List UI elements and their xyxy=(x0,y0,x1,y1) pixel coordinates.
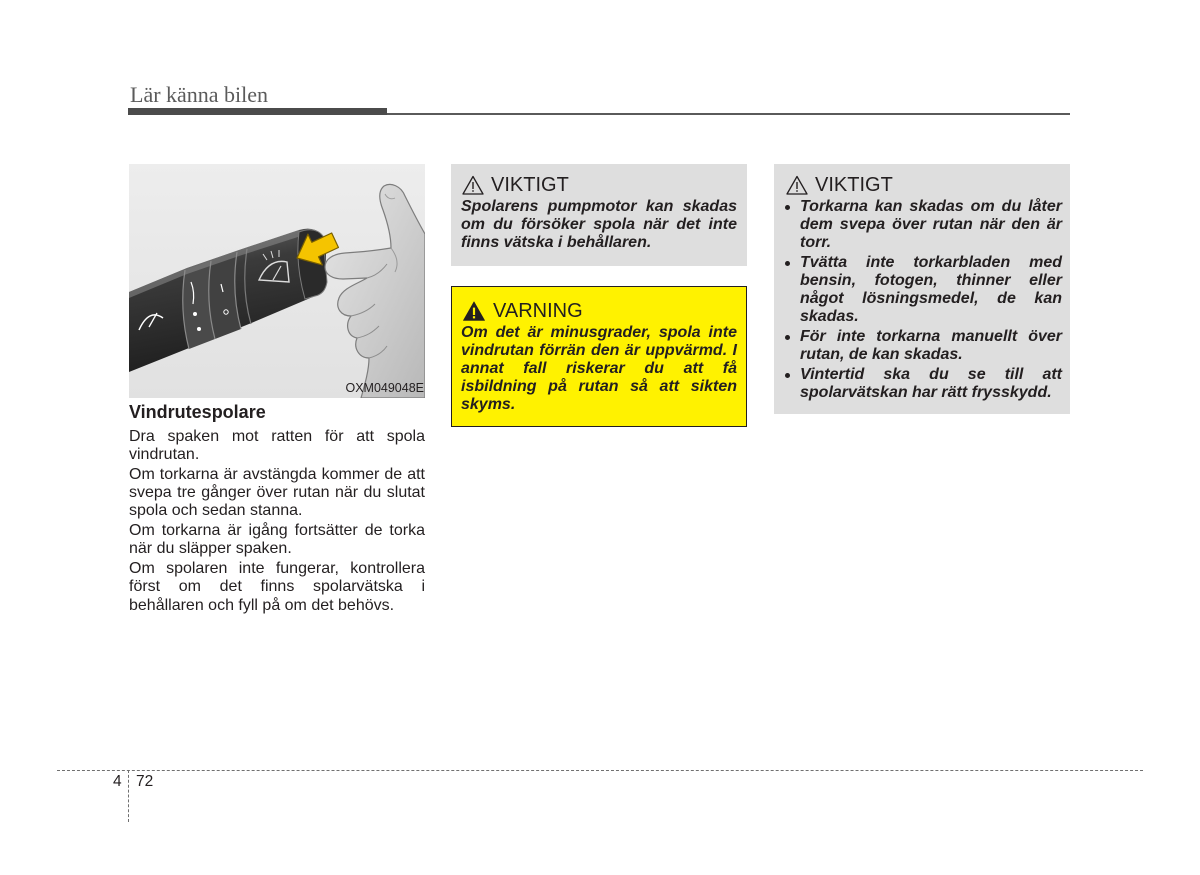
warning-title: VARNING xyxy=(493,300,583,322)
paragraph: Om torkarna är igång fortsätter de torka när du släpper spaken. xyxy=(129,522,425,558)
notice-box-wipers xyxy=(774,164,1070,414)
paragraph: Dra spaken mot ratten för att spola vindrutan. xyxy=(129,428,425,464)
warning-text: Om det är minusgrader, spola inte vindrutan förrän den är uppvärmd. I annat fall riskerar du att få isbildning på rutan så att sikten skyms. xyxy=(461,324,737,413)
list-item xyxy=(785,328,1062,364)
notice-title-row xyxy=(461,174,737,196)
notice-list xyxy=(785,198,1062,402)
section-heading: Vindrutespolare xyxy=(129,402,266,422)
paragraph: Om torkarna är avstängda kommer de att svepa tre gånger över rutan när du slutat spola och sedan stanna. xyxy=(129,466,425,520)
list-item-text: Vintertid ska du se till att spolarvätskan har rätt frysskydd. xyxy=(800,366,1062,401)
warning-box xyxy=(451,286,747,427)
notice-title: VIKTIGT xyxy=(815,174,893,196)
list-item-text: För inte torkarna manuellt över rutan, de kan skadas. xyxy=(800,328,1062,363)
chapter-number: 4 xyxy=(113,773,122,790)
list-item xyxy=(785,366,1062,402)
list-item-text: Tvätta inte torkarbladen med bensin, fotogen, thinner eller något lösningsmedel, de kan skadas. xyxy=(800,254,1062,325)
notice-title-row xyxy=(785,174,1062,196)
warning-triangle-icon xyxy=(463,301,485,321)
caution-triangle-icon xyxy=(462,175,484,195)
bullet-icon xyxy=(785,366,800,384)
list-item xyxy=(785,198,1062,252)
washer-section xyxy=(129,403,425,616)
wiper-stalk-illustration xyxy=(129,164,425,398)
list-item-text: Torkarna kan skadas om du låter dem svepa över rutan när den är torr. xyxy=(800,198,1062,251)
paragraph: Om spolaren inte fungerar, kontrollera först om det finns spolarvätska i behållaren och fyll på om det behövs. xyxy=(129,560,425,614)
figure-code: OXM049048E xyxy=(345,381,424,395)
warning-title-row xyxy=(461,300,737,322)
bullet-icon xyxy=(785,328,800,346)
bullet-icon xyxy=(785,254,800,272)
bullet-icon xyxy=(785,198,800,216)
caution-triangle-icon xyxy=(786,175,808,195)
footer-divider xyxy=(128,770,129,822)
notice-title: VIKTIGT xyxy=(491,174,569,196)
header-rule-accent xyxy=(128,108,387,115)
notice-box-pump xyxy=(451,164,747,266)
list-item xyxy=(785,254,1062,326)
footer-rule xyxy=(57,770,1143,771)
page-number: 72 xyxy=(136,773,154,790)
notice-text: Spolarens pumpmotor kan skadas om du försöker spola när det inte finns vätska i behållaren. xyxy=(461,198,737,251)
wiper-stalk-photo xyxy=(129,164,425,398)
running-title: Lär känna bilen xyxy=(130,82,269,107)
